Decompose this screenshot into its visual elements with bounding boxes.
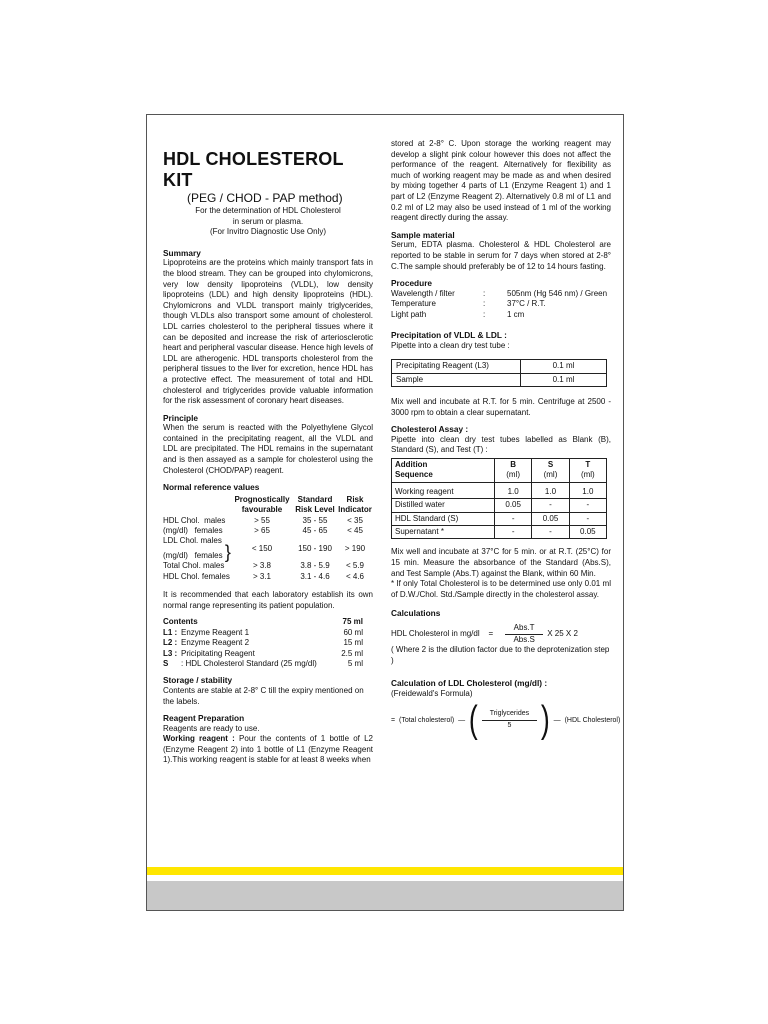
principle-text: When the serum is reacted with the Polyethylene Glycol contained in the precipitating reagent, all the VLDL and LDL are precipitated. The HDL remains in the supernatant and is then assayed as a sample for cholesterol using the Cholesterol (CHOD/PAP) reagent. xyxy=(163,423,373,475)
procedure-table xyxy=(391,289,611,320)
table-row: Temperature : 37°C / R.T. xyxy=(391,299,546,309)
normal-ref-heading: Normal reference values xyxy=(163,482,260,493)
yellow-band xyxy=(147,867,623,875)
storage-heading: Storage / stability xyxy=(163,675,233,686)
precipitation-after: Mix well and incubate at R.T. for 5 min. Centrifuge at 2500 - 3000 rpm to obtain a clear supernatant. xyxy=(391,396,611,417)
reagent-prep-heading: Reagent Preparation xyxy=(163,713,245,724)
right-column xyxy=(391,139,621,742)
sample-material-text: Serum, EDTA plasma. Cholesterol & HDL Cholesterol are reported to be stable in serum for 7 days when stored at 2-8° C.The sample should preferably be of 12 to 14 hours fasting. xyxy=(391,240,611,271)
summary-heading: Summary xyxy=(163,247,201,258)
principle-heading: Principle xyxy=(163,412,199,423)
precipitation-table xyxy=(391,359,607,387)
table-row: Distilled water 0.05 - - xyxy=(392,499,607,512)
assay-text: Pipette into clean dry test tubes labelled as Blank (B), Standard (S), and Test (T) : xyxy=(391,434,611,455)
contents-table xyxy=(163,617,363,669)
ldl-heading: Calculation of LDL Cholesterol (mg/dl) : xyxy=(391,678,548,689)
hdl-formula: HDL Cholesterol in mg/dl = $\frac{\text{Abs.T}}{\text{Abs.S}}$ X 25 X 2 xyxy=(391,622,578,644)
intro-line: For the determination of HDL Cholesterol xyxy=(195,206,341,215)
calculations-heading: Calculations xyxy=(391,608,441,619)
sample-material-heading: Sample material xyxy=(391,229,455,240)
table-row: HDL Chol. males > 55 35 - 55 < 35 xyxy=(163,515,363,525)
intro-block xyxy=(163,206,373,238)
assay-note: * If only Total Cholesterol is to be determined use only 0.01 ml of D.W./Chol. Std./Sample directly in the cholesterol assay. xyxy=(391,579,611,599)
table-row: Precipitating Reagent (L3) 0.1 ml xyxy=(392,360,607,373)
intro-line: (For Invitro Diagnostic Use Only) xyxy=(209,227,327,237)
table-row: Supernatant * - - 0.05 xyxy=(392,525,607,538)
ref-header: Standard Risk Level xyxy=(295,494,335,515)
ldl-formula: = (Total cholesterol) — ( $\frac{\text{Triglycerides}}{5}$ ) — (HDL Cholesterol) xyxy=(391,699,621,742)
table-row: Working reagent 1.0 1.0 1.0 xyxy=(392,482,607,498)
normal-ref-table xyxy=(163,495,373,582)
storage-continued: stored at 2-8° C. Upon storage the working reagent may develop a slight pink colour however this does not affect the performance of the reagent. Alternatively for flexibility as much of working reagent may be made as and when desired by mixing together 4 parts of L1 (Enzyme Reagent 1) and 1 part of L2 (Enzyme Reagent 2). Alternatively 0.8 ml of L1 and 0.2 ml of L2 may also be used instead of 1 ml of the working reagent directly during the assay. xyxy=(391,139,611,223)
footer-band xyxy=(147,881,623,910)
working-reagent-text: Working reagent : Pour the contents of 1 bottle of L2 (Enzyme Reagent 2) into 1 bottle of L1 (Enzyme Reagent 1).This working reagent is stable for at least 8 weeks when xyxy=(163,734,373,765)
summary-text: Lipoproteins are the proteins which mainly transport fats in the blood stream. They can be grouped into chylomicrons, very low density lipoproteins (VLDL), low density lipoproteins (LDL) and high density lipoproteins (HDL). Chylomicrons and VLDL transport mainly triglycerides, though VLDLs also transport some amount of cholesterol. LDL carries cholesterol to the peripheral tissues where it can be deposited and increase the risk of arteriosclerotic heart and peripheral vascular disease. Hence high levels of LDL are atherogenic. HDL transports cholesterol from the peripheral tissues to the liver for excretion, hence HDL has a protective effect. The measurement of total and HDL cholesterol and triglycerides provide valuable information for the risk assessment of coronary heart diseases. xyxy=(163,258,373,406)
table-row: HDL Standard (S) - 0.05 - xyxy=(392,512,607,525)
table-row: LDL Chol. males (mg/dl) females } < 150 150 - 190 > 190 xyxy=(163,536,366,562)
table-row: L2 : Enzyme Reagent 2 15 ml xyxy=(163,638,363,648)
table-row: (mg/dl) females > 65 45 - 65 < 45 xyxy=(163,526,363,536)
table-row: Sample 0.1 ml xyxy=(392,373,607,386)
contents-qty-heading: 75 ml xyxy=(342,617,363,627)
ref-header: Risk Indicator xyxy=(338,494,372,515)
document-sheet xyxy=(146,114,624,911)
table-row: Wavelength / filter : 505nm (Hg 546 nm) / Green xyxy=(391,288,608,298)
calculations-note: ( Where 2 is the dilution factor due to the deprotenization step ) xyxy=(391,645,610,665)
ldl-formula-name: (Freidewald's Formula) xyxy=(391,688,473,698)
ref-header: Prognostically favourable xyxy=(234,494,290,515)
assay-after: Mix well and incubate at 37°C for 5 min. or at R.T. (25°C) for 15 min. Measure the absorbance of the Standard (Abs.S), and Test Sample (Abs.T) against the Blank, within 60 Min. xyxy=(391,547,611,578)
assay-table: Addition Sequence B (ml) S (ml) T (ml) Working reagent 1.0 1.0 1.0 Distilled water 0.05 - - HDL Standard (S) - 0.05 - Supernatant * - - 0.05 xyxy=(391,458,607,539)
intro-line: in serum or plasma. xyxy=(232,216,304,226)
table-row: L1 : Enzyme Reagent 1 60 ml xyxy=(163,627,363,637)
table-row: Total Chol. males > 3.8 3.8 - 5.9 < 5.9 xyxy=(163,561,364,571)
precipitation-heading: Precipitation of VLDL & LDL : xyxy=(391,329,507,340)
page-title: HDL CHOLESTEROL KIT xyxy=(163,149,344,190)
normal-ref-note: It is recommended that each laboratory establish its own normal range representing its patient population. xyxy=(163,590,373,610)
reagent-prep-text: Reagents are ready to use. xyxy=(163,723,260,733)
assay-heading: Cholesterol Assay : xyxy=(391,424,469,435)
precipitation-text: Pipette into a clean dry test tube : xyxy=(391,340,510,350)
procedure-heading: Procedure xyxy=(391,278,433,289)
table-row: S : HDL Cholesterol Standard (25 mg/dl) 5 ml xyxy=(163,658,363,668)
table-row: Light path : 1 cm xyxy=(391,309,525,319)
left-column xyxy=(163,115,373,766)
method-subtitle: (PEG / CHOD - PAP method) xyxy=(187,191,343,205)
storage-text: Contents are stable at 2-8° C till the expiry mentioned on the labels. xyxy=(163,685,364,706)
table-row: HDL Chol. females > 3.1 3.1 - 4.6 < 4.6 xyxy=(163,571,364,581)
table-row: L3 : Pricipitating Reagent 2.5 ml xyxy=(163,648,363,658)
contents-heading: Contents xyxy=(163,617,198,627)
